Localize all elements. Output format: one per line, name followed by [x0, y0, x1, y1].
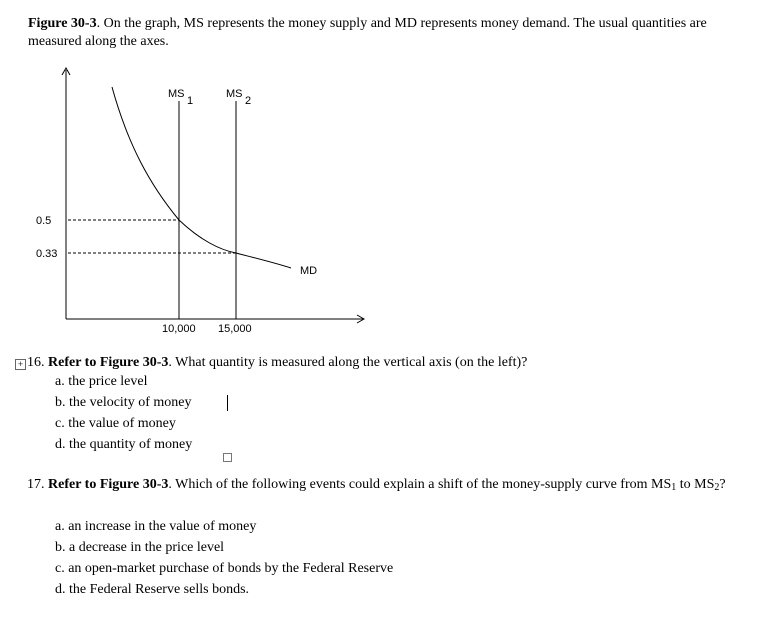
- y-tick-0-33: 0.33: [36, 248, 58, 260]
- question-17: [27, 476, 742, 494]
- question-16-number: 16.: [27, 355, 48, 370]
- question-16: [27, 354, 527, 372]
- q16-option-d[interactable]: d. the quantity of money: [55, 437, 193, 452]
- question-16-text: . What quantity is measured along the vertical axis (on the left)?: [168, 355, 528, 370]
- ms1-label: MS: [168, 88, 185, 100]
- question-16-ref: Refer to Figure 30-3: [48, 355, 169, 370]
- question-17-number: 17.: [27, 477, 48, 492]
- question-17-text-mid: to MS: [676, 477, 715, 492]
- ms2-subscript: 2: [245, 95, 252, 107]
- md-label: MD: [300, 265, 318, 277]
- x-tick-15000: 15,000: [218, 323, 252, 335]
- x-tick-10000: 10,000: [162, 323, 196, 335]
- figure-label: Figure 30-3: [28, 16, 97, 31]
- expand-icon[interactable]: +: [15, 359, 26, 370]
- q17-option-c[interactable]: c. an open-market purchase of bonds by the Federal Reserve: [55, 561, 394, 576]
- ms2-label: MS: [226, 88, 243, 100]
- q17-option-b[interactable]: b. a decrease in the price level: [55, 540, 225, 555]
- question-17-sub1: 1: [671, 482, 677, 493]
- figure-caption-text: . On the graph, MS represents the money supply and MD represents money demand. The usual quantities are measured along the axes.: [28, 16, 707, 49]
- ms1-subscript: 1: [187, 95, 194, 107]
- y-tick-0-5: 0.5: [36, 215, 52, 227]
- q17-option-a[interactable]: a. an increase in the value of money: [55, 519, 257, 534]
- question-17-sub2: 2: [714, 482, 720, 493]
- q16-option-c[interactable]: c. the value of money: [55, 416, 176, 431]
- checkbox[interactable]: [223, 453, 232, 462]
- question-17-text-post: ?: [719, 477, 726, 492]
- q17-option-d[interactable]: d. the Federal Reserve sells bonds.: [55, 582, 250, 597]
- text-cursor: [227, 395, 228, 411]
- question-17-text-pre: . Which of the following events could explain a shift of the money-supply curve from MS: [168, 477, 672, 492]
- question-17-ref: Refer to Figure 30-3: [48, 477, 169, 492]
- q16-option-a[interactable]: a. the price level: [55, 374, 148, 389]
- md-curve: [112, 87, 291, 268]
- q16-option-b[interactable]: b. the velocity of money: [55, 395, 192, 410]
